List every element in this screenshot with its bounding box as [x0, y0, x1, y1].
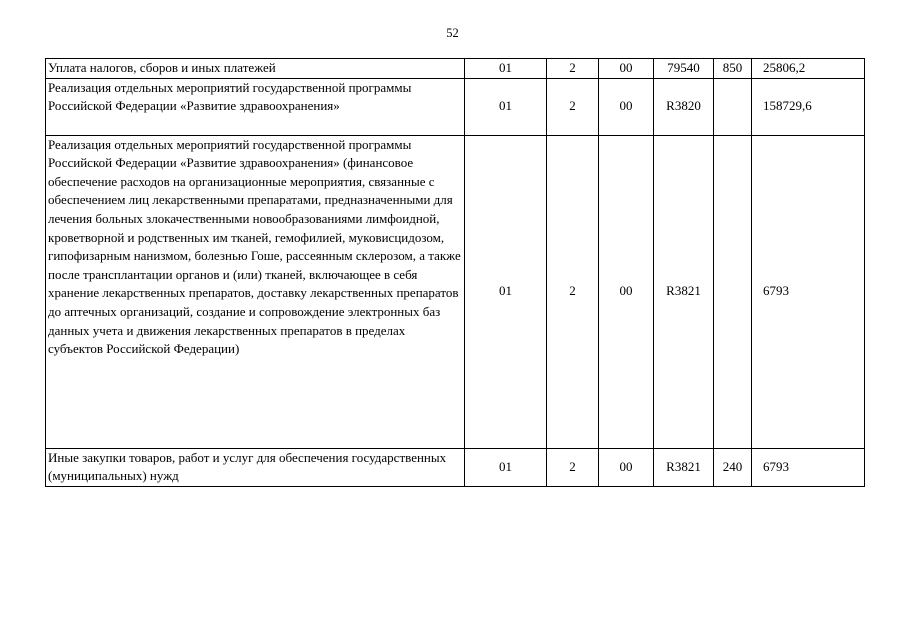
amount-cell: 6793 [752, 135, 865, 448]
section-code-cell: 01 [465, 135, 547, 448]
program-code-cell: 00 [599, 59, 654, 79]
expense-type-cell [714, 78, 752, 135]
target-code-cell: R3820 [654, 78, 714, 135]
row-name-cell: Реализация отдельных мероприятий государственной программы Российской Федерации «Развитие здравоохранения» [46, 78, 465, 135]
amount-cell: 25806,2 [752, 59, 865, 79]
subsection-code-cell: 2 [547, 59, 599, 79]
subsection-code-cell: 2 [547, 78, 599, 135]
program-code-cell: 00 [599, 448, 654, 486]
page-number: 52 [446, 26, 459, 40]
expense-type-cell: 850 [714, 59, 752, 79]
target-code-cell: R3821 [654, 135, 714, 448]
target-code-cell: 79540 [654, 59, 714, 79]
row-name-cell: Реализация отдельных мероприятий государственной программы Российской Федерации «Развитие здравоохранения» (финансовое обеспечение расходов на организационные мероприятия, связанные с обеспечением лиц лекарственными препаратами, предназначенными для лечения больных злокачественными новообразованиями лимфоидной, кроветворной и родственных им тканей, гемофилией, муковисцидозом, гипофизарным нанизмом, болезнью Гоше, рассеянным склерозом, а также после трансплантации органов и (или) тканей, включающее в себя хранение лекарственных препаратов, доставку лекарственных препаратов до аптечных организаций, создание и сопровождение электронных баз данных учета и движения лекарственных препаратов в пределах субъектов Российской Федерации) [46, 135, 465, 448]
table-row [46, 59, 865, 79]
expense-type-cell [714, 135, 752, 448]
budget-table [45, 58, 865, 487]
program-code-cell: 00 [599, 135, 654, 448]
row-name-cell: Иные закупки товаров, работ и услуг для обеспечения государственных (муниципальных) нужд [46, 448, 465, 486]
subsection-code-cell: 2 [547, 135, 599, 448]
section-code-cell: 01 [465, 78, 547, 135]
program-code-cell: 00 [599, 78, 654, 135]
target-code-cell: R3821 [654, 448, 714, 486]
amount-cell: 6793 [752, 448, 865, 486]
row-name-cell: Уплата налогов, сборов и иных платежей [46, 59, 465, 79]
subsection-code-cell: 2 [547, 448, 599, 486]
table-row [46, 78, 865, 135]
table-row [46, 448, 865, 486]
table-row [46, 135, 865, 448]
amount-cell: 158729,6 [752, 78, 865, 135]
section-code-cell: 01 [465, 59, 547, 79]
section-code-cell: 01 [465, 448, 547, 486]
expense-type-cell: 240 [714, 448, 752, 486]
